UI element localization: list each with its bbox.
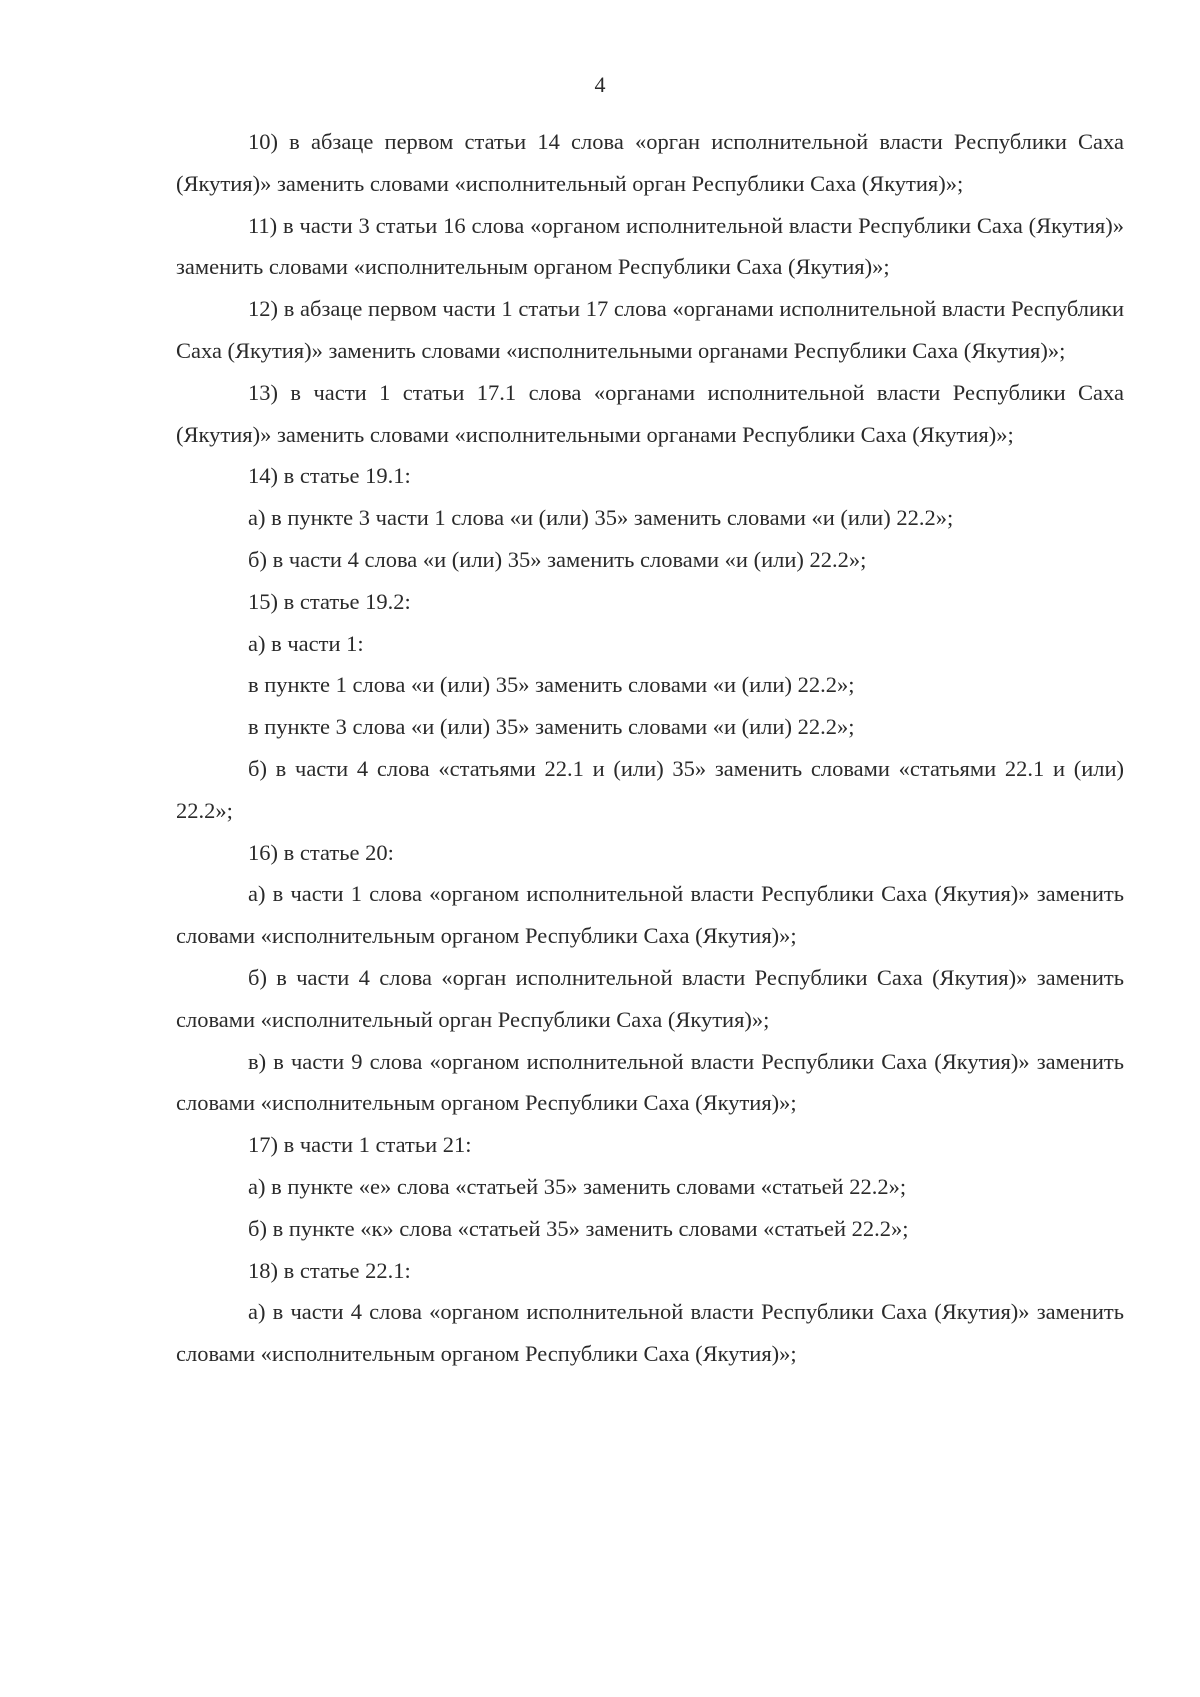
paragraph-13: 13) в части 1 статьи 17.1 слова «органами исполнительной власти Республики Саха (Якутия)» заменить словами «исполнительными органами Республики Саха (Якутия)»; [176, 379, 1124, 447]
paragraph-15-a-3: в пункте 3 слова «и (или) 35» заменить словами «и (или) 22.2»; [248, 714, 855, 740]
paragraph-16-c: в) в части 9 слова «органом исполнительной власти Республики Саха (Якутия)» заменить словами «исполнительным органом Республики Саха (Якутия)»; [176, 1048, 1124, 1116]
paragraph-16: 16) в статье 20: [248, 839, 394, 865]
paragraph-17-b: б) в пункте «к» слова «статьей 35» заменить словами «статьей 22.2»; [248, 1215, 909, 1241]
paragraph-10: 10) в абзаце первом статьи 14 слова «орган исполнительной власти Республики Саха (Якутия)» заменить словами «исполнительный орган Республики Саха (Якутия)»; [176, 129, 1124, 196]
paragraph-15-a: а) в части 1: [248, 630, 364, 656]
paragraph-11: 11) в части 3 статьи 16 слова «органом исполнительной власти Республики Саха (Якутия)» заменить словами «исполнительным органом Республики Саха (Якутия)»; [176, 212, 1124, 280]
paragraph-15: 15) в статье 19.2: [248, 588, 411, 614]
paragraph-17: 17) в части 1 статьи 21: [248, 1132, 472, 1158]
paragraph-14: 14) в статье 19.1: [248, 463, 411, 489]
paragraph-15-a-1: в пункте 1 слова «и (или) 35» заменить словами «и (или) 22.2»; [248, 672, 855, 698]
paragraph-16-b: б) в части 4 слова «орган исполнительной власти Республики Саха (Якутия)» заменить словами «исполнительный орган Республики Саха (Якутия)»; [176, 964, 1124, 1032]
paragraph-17-a: а) в пункте «е» слова «статьей 35» заменить словами «статьей 22.2»; [248, 1173, 907, 1199]
paragraph-18: 18) в статье 22.1: [248, 1257, 411, 1283]
paragraph-18-a: а) в части 4 слова «органом исполнительной власти Республики Саха (Якутия)» заменить словами «исполнительным органом Республики Саха (Якутия)»; [176, 1299, 1124, 1367]
document-body [176, 121, 1124, 1375]
paragraph-15-b: б) в части 4 слова «статьями 22.1 и (или) 35» заменить словами «статьями 22.1 и (или) 22.2»; [176, 755, 1124, 823]
paragraph-14-a: а) в пункте 3 части 1 слова «и (или) 35» заменить словами «и (или) 22.2»; [248, 505, 954, 531]
paragraph-14-b: б) в части 4 слова «и (или) 35» заменить словами «и (или) 22.2»; [248, 546, 867, 572]
paragraph-12: 12) в абзаце первом части 1 статьи 17 слова «органами исполнительной власти Республики Саха (Якутия)» заменить словами «исполнительными органами Республики Саха (Якутия)»; [176, 296, 1124, 363]
paragraph-16-a: а) в части 1 слова «органом исполнительной власти Республики Саха (Якутия)» заменить словами «исполнительным органом Республики Саха (Якутия)»; [176, 881, 1124, 949]
page-number: 4 [594, 72, 606, 97]
